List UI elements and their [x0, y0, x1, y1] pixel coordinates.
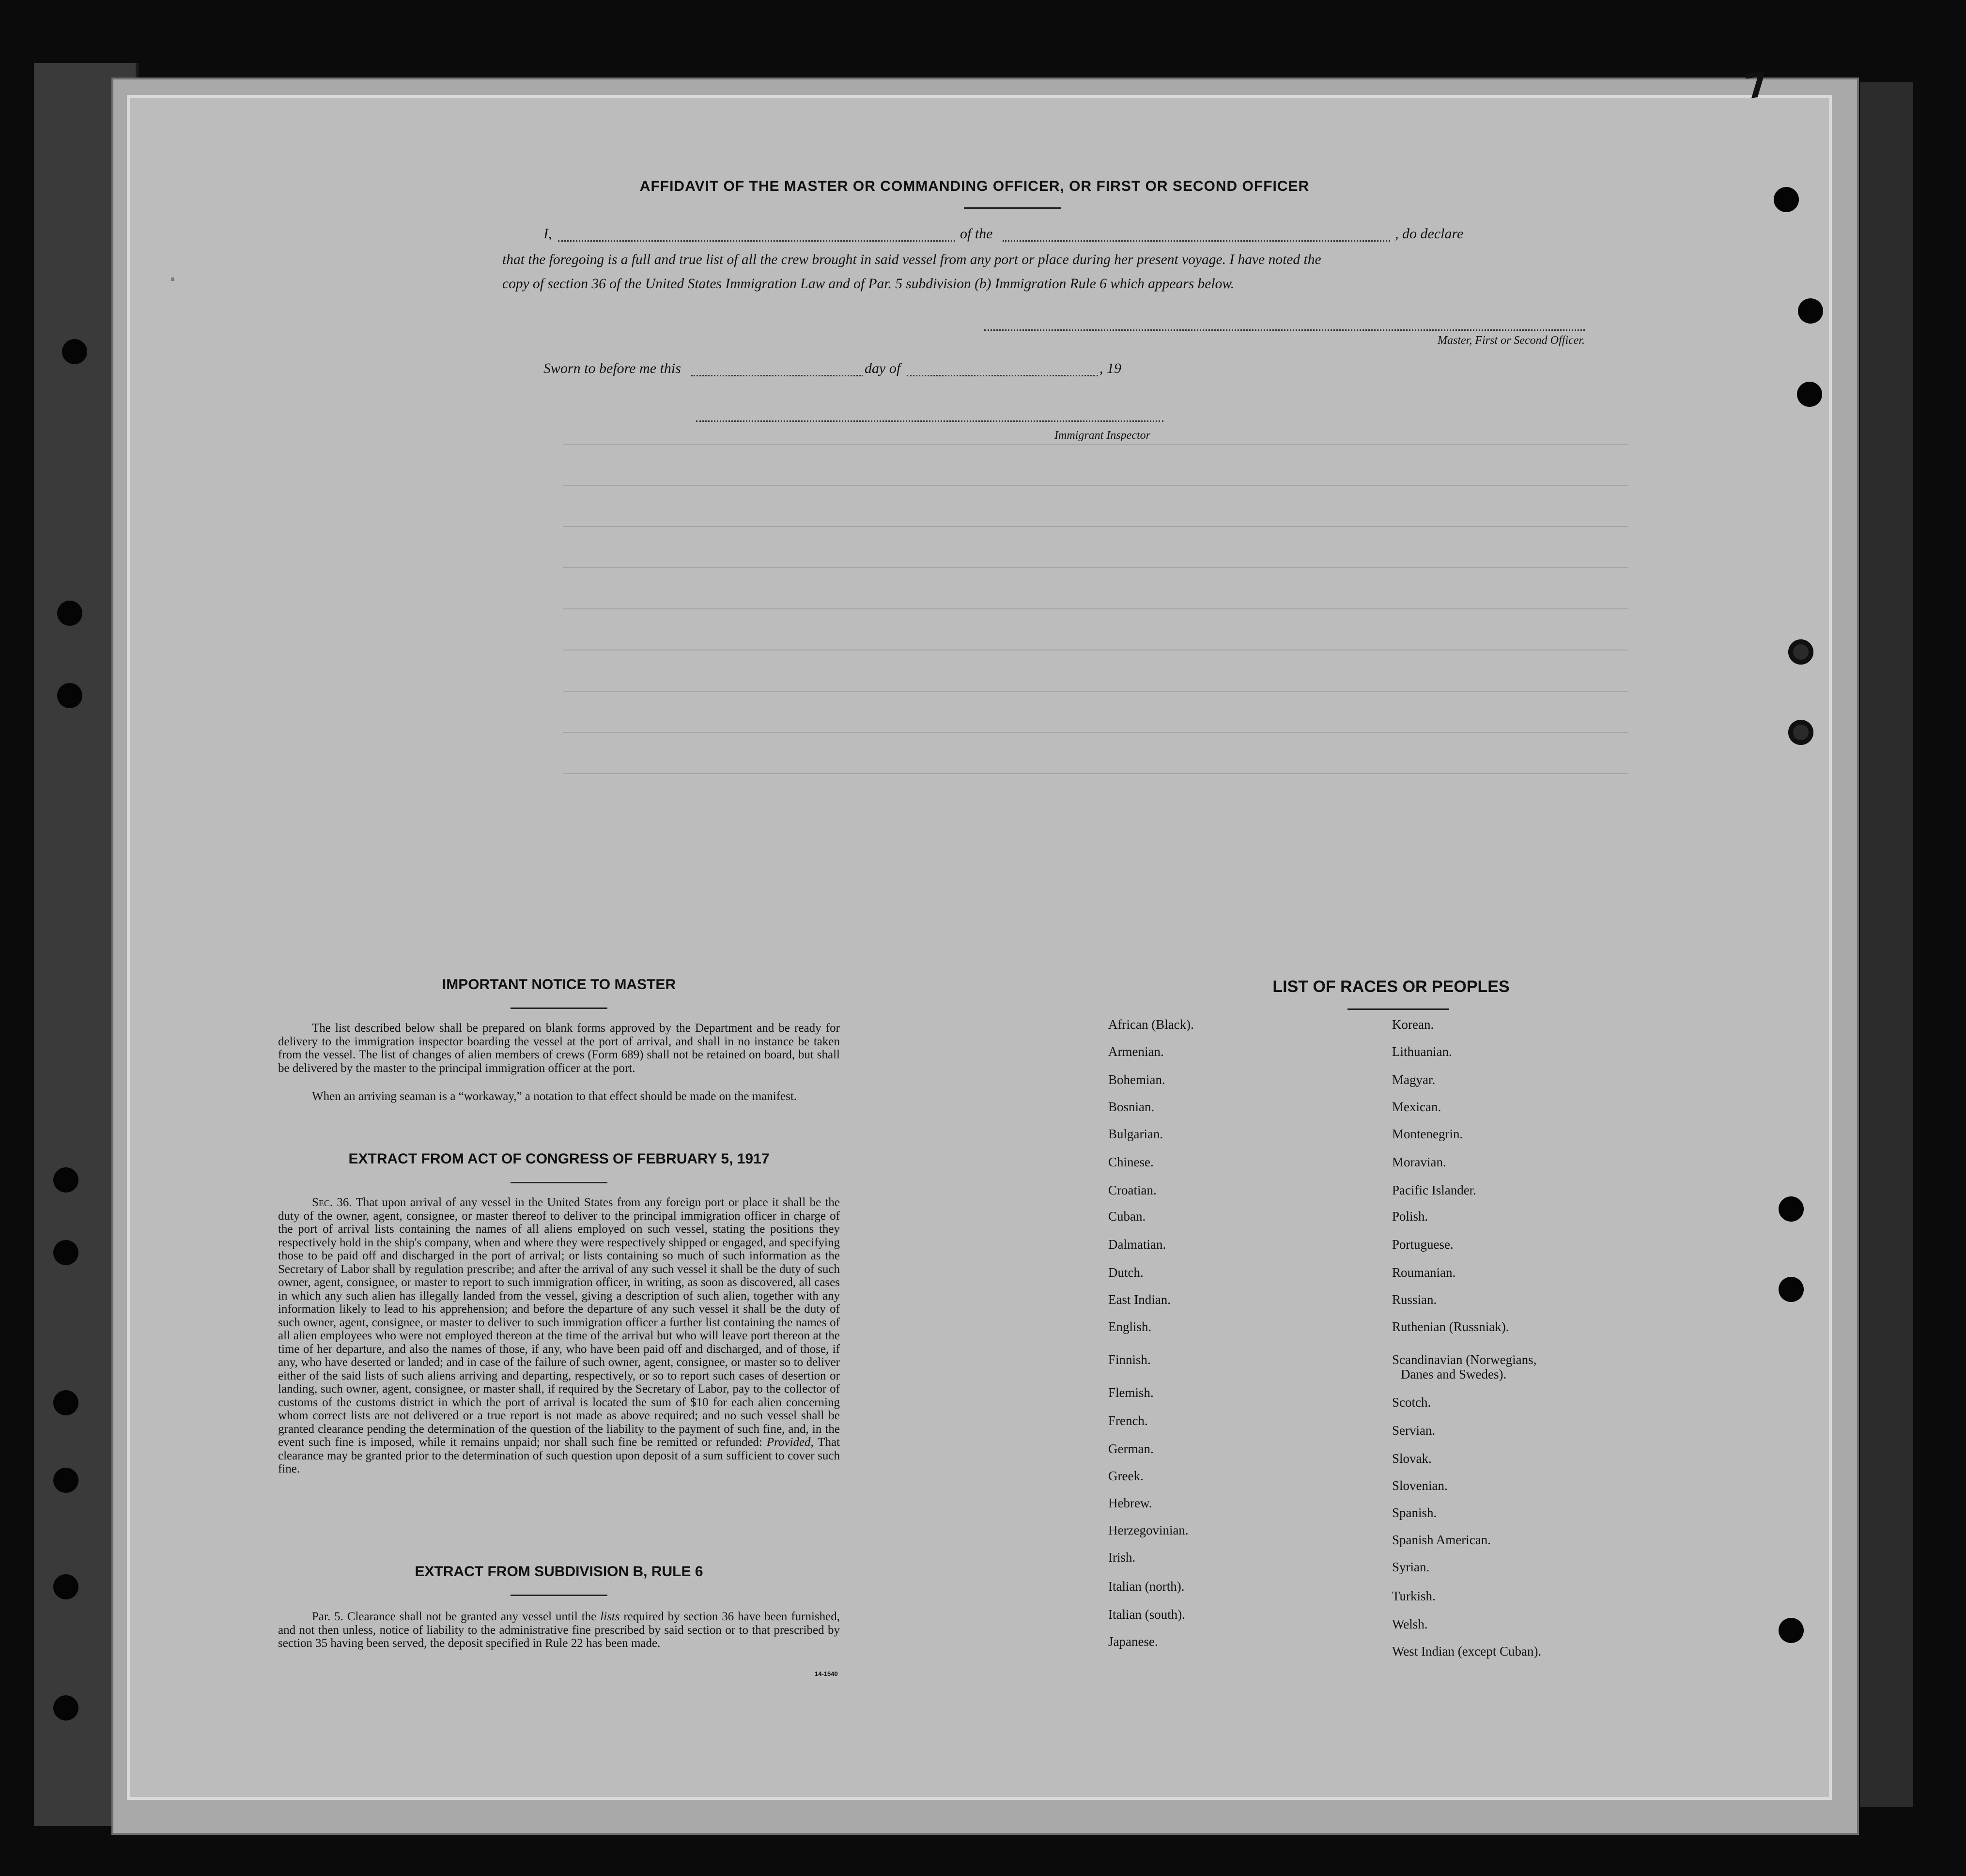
race-item: Greek. [1108, 1469, 1144, 1483]
race-item: Japanese. [1108, 1634, 1158, 1649]
binder-hole [53, 1167, 78, 1193]
race-item: Armenian. [1108, 1044, 1164, 1059]
race-item: Syrian. [1392, 1560, 1430, 1574]
race-item: Montenegrin. [1392, 1127, 1463, 1141]
race-item: Russian. [1392, 1292, 1437, 1307]
race-item: Roumanian. [1392, 1265, 1456, 1280]
race-item: Flemish. [1108, 1385, 1154, 1400]
race-item: Herzegovinian. [1108, 1523, 1189, 1537]
rule-text-end: required by section 36 have been furnished, and not then unless, notice of liability to the administrative fine prescribed by said section or to that prescribed by section 35 having been served, the deposit specified in Rule 22 has been made. [278, 1610, 840, 1650]
affidavit-i: I, [543, 226, 552, 242]
bleed-through-line [563, 567, 1628, 568]
race-item: East Indian. [1108, 1292, 1171, 1307]
race-item: Ruthenian (Russniak). [1392, 1319, 1509, 1334]
sworn-year: , 19 [1099, 360, 1121, 376]
bleed-through-line [563, 608, 1628, 609]
race-item: Korean. [1392, 1017, 1434, 1032]
affidavit-do-declare: , do declare [1395, 226, 1464, 242]
affidavit-line-3: copy of section 36 of the United States Immigration Law and of Par. 5 subdivision (b) Immigration Rule 6 which appears below. [502, 276, 1235, 292]
binder-hole [1788, 639, 1813, 665]
section-36-text [278, 1196, 840, 1476]
race-item: Bohemian. [1108, 1072, 1165, 1087]
manifest-page [127, 64, 1832, 1800]
bleed-through-line [563, 732, 1628, 733]
bleed-through-line [563, 650, 1628, 651]
race-item: Spanish. [1392, 1505, 1437, 1520]
bleed-through-line [563, 773, 1628, 774]
race-item: Slovenian. [1392, 1478, 1448, 1493]
race-item: Portuguese. [1392, 1237, 1454, 1252]
section-label: Sec. 36. [312, 1196, 352, 1209]
race-item: African (Black). [1108, 1017, 1194, 1032]
affidavit-of-the: of the [960, 226, 993, 242]
race-item: Cuban. [1108, 1209, 1146, 1224]
sworn-month-blank[interactable] [907, 375, 1098, 376]
binder-hole [1779, 1277, 1804, 1302]
binder-hole [53, 1695, 78, 1721]
binder-hole [53, 1390, 78, 1415]
race-item: Irish. [1108, 1550, 1136, 1565]
race-item: English. [1108, 1319, 1152, 1334]
race-item: Welsh. [1392, 1617, 1428, 1631]
lists-word: lists [600, 1610, 620, 1623]
race-item: Bosnian. [1108, 1100, 1155, 1114]
corner-page-mark: 7 [1742, 64, 1771, 107]
sworn-prefix: Sworn to before me this [543, 360, 681, 376]
binder-hole [57, 683, 82, 708]
race-item: German. [1108, 1442, 1154, 1456]
race-item: Italian (north). [1108, 1579, 1185, 1594]
race-right-continuation: Danes and Swedes). [1401, 1367, 1507, 1381]
binder-hole [53, 1574, 78, 1599]
race-item: Chinese. [1108, 1155, 1154, 1169]
title-underline [964, 207, 1061, 209]
extract-act-underline [511, 1182, 607, 1183]
faint-stamp-artifact: . [166, 260, 180, 287]
inspector-signature-line[interactable] [696, 420, 1163, 422]
race-item: Moravian. [1392, 1155, 1446, 1169]
race-item: Scotch. [1392, 1395, 1431, 1410]
race-item: Dutch. [1108, 1265, 1144, 1280]
form-number: 14-1540 [815, 1670, 838, 1677]
race-item: Pacific Islander. [1392, 1183, 1476, 1197]
binder-hole [1788, 720, 1813, 745]
affidavit-line-1 [543, 226, 1585, 245]
race-item: Scandinavian (Norwegians, [1392, 1352, 1537, 1367]
sworn-day-blank[interactable] [691, 375, 863, 376]
extract-rule-title: EXTRACT FROM SUBDIVISION B, RULE 6 [415, 1564, 703, 1580]
notice-paragraph-1: The list described below shall be prepared on blank forms approved by the Department and be ready for delivery to the immigration inspector boarding the vessel at the port of arrival, and shall in no instance be taken from the vessel. The list of changes of alien members of crews (Form 689) shall not be retained on board, but shall be delivered by the master to the principal immigration officer at the port. [278, 1022, 840, 1075]
notice-paragraph-2: When an arriving seaman is a “workaway,” a notation to that effect should be made on the manifest. [312, 1090, 797, 1103]
section-body: That upon arrival of any vessel in the United States from any foreign port or place it shall be the duty of the owner, agent, consignee, or master thereof to deliver to the principal immigration officer in charge of the port of arrival lists containing the names of all aliens employed on such vessel, stating the positions they respectively hold in the ship's company, when and where they were respectively shipped or engaged, and specifying those to be paid off and discharged in the port of arrival; or lists containing so much of such information as the Secretary of Labor shall by regulation prescribe; and after the arrival of any such vessel it shall be the duty of such owner, agent, consignee, or master to report to such immigration officer, in writing, as soon as discovered, all cases in which any such alien has illegally landed from the vessel, giving a description of such alien, together with any information likely to lead to his apprehension; and before the departure of any such vessel it shall be the duty of such owner, agent, consignee, or master to deliver to such immigration officer a further list containing the names of all alien employees who were not employed thereon at the time of the arrival but who will leave port thereon at the time of her departure, and also the names of those, if any, who have been paid off and discharged, and of those, if any, who have deserted or landed; and in case of the failure of such owner, agent, consignee, or master so to deliver either of the said lists of such aliens arriving and departing, respectively, or so to report such cases of desertion or landing, such owner, agent, consignee, or master shall, if required by the Secretary of Labor, pay to the collector of customs of the customs district in which the port of arrival is located the sum of $10 for each alien concerning whom correct lists are not delivered or a true report is not made as above required; and no such vessel shall be granted clearance pending the determination of the question of the liability to the payment of such fine, and, in the event such fine is imposed, while it remains unpaid; nor shall such fine be remitted or refunded: [278, 1196, 840, 1449]
affidavit-line-2: that the foregoing is a full and true list of all the crew brought in said vessel from any port or place during her present voyage. I have noted the [502, 252, 1321, 267]
section-body-end: That clearance may be granted prior to the determination of such question upon deposit of a sum sufficient to cover such fine. [278, 1436, 840, 1475]
rule-6-paragraph [278, 1610, 840, 1650]
race-item: Mexican. [1392, 1100, 1441, 1114]
binder-hole [1797, 382, 1822, 407]
race-item: Servian. [1392, 1423, 1436, 1438]
binder-hole [57, 601, 82, 626]
binder-hole [62, 339, 87, 364]
extract-act-title: EXTRACT FROM ACT OF CONGRESS OF FEBRUARY 5, 1917 [348, 1151, 770, 1167]
race-item: Bulgarian. [1108, 1127, 1163, 1141]
binder-strip-right [1860, 82, 1913, 1807]
race-item: West Indian (except Cuban). [1392, 1644, 1542, 1659]
race-item: Hebrew. [1108, 1496, 1152, 1510]
binder-hole [53, 1468, 78, 1493]
race-item: Lithuanian. [1392, 1044, 1452, 1059]
vessel-blank[interactable] [1003, 240, 1390, 242]
race-item: Slovak. [1392, 1451, 1432, 1466]
notice-underline [511, 1008, 607, 1009]
affidavit-title: AFFIDAVIT OF THE MASTER OR COMMANDING OFFICER, OR FIRST OR SECOND OFFICER [639, 178, 1310, 194]
race-item: Polish. [1392, 1209, 1428, 1224]
inspector-label: Immigrant Inspector [1054, 429, 1150, 442]
bleed-through-line [563, 691, 1628, 692]
race-item: Magyar. [1392, 1072, 1436, 1087]
bleed-through-line [563, 485, 1628, 486]
binder-hole [1779, 1196, 1804, 1222]
bleed-through-line [563, 444, 1628, 445]
race-item: Italian (south). [1108, 1607, 1185, 1622]
binder-hole [53, 1240, 78, 1265]
race-item: Dalmatian. [1108, 1237, 1166, 1252]
name-blank[interactable] [558, 240, 955, 242]
provided-word: Provided, [766, 1436, 814, 1449]
races-underline [1347, 1008, 1449, 1010]
race-item: Turkish. [1392, 1589, 1436, 1603]
sworn-day-of: day of [865, 360, 901, 376]
race-item: Spanish American. [1392, 1533, 1491, 1547]
sworn-line [543, 360, 1173, 380]
rule-text-start: Par. 5. Clearance shall not be granted any vessel until the [312, 1610, 597, 1623]
master-signature-label: Master, First or Second Officer. [1438, 334, 1585, 347]
binder-hole [1779, 1618, 1804, 1643]
races-title: LIST OF RACES OR PEOPLES [1272, 977, 1510, 996]
race-item: Croatian. [1108, 1183, 1157, 1197]
notice-title: IMPORTANT NOTICE TO MASTER [442, 977, 676, 992]
bleed-through-line [563, 526, 1628, 527]
race-item: Finnish. [1108, 1352, 1151, 1367]
master-signature-line[interactable] [984, 329, 1585, 331]
extract-rule-underline [511, 1595, 607, 1596]
binder-hole [1798, 298, 1823, 324]
race-item: French. [1108, 1413, 1148, 1428]
